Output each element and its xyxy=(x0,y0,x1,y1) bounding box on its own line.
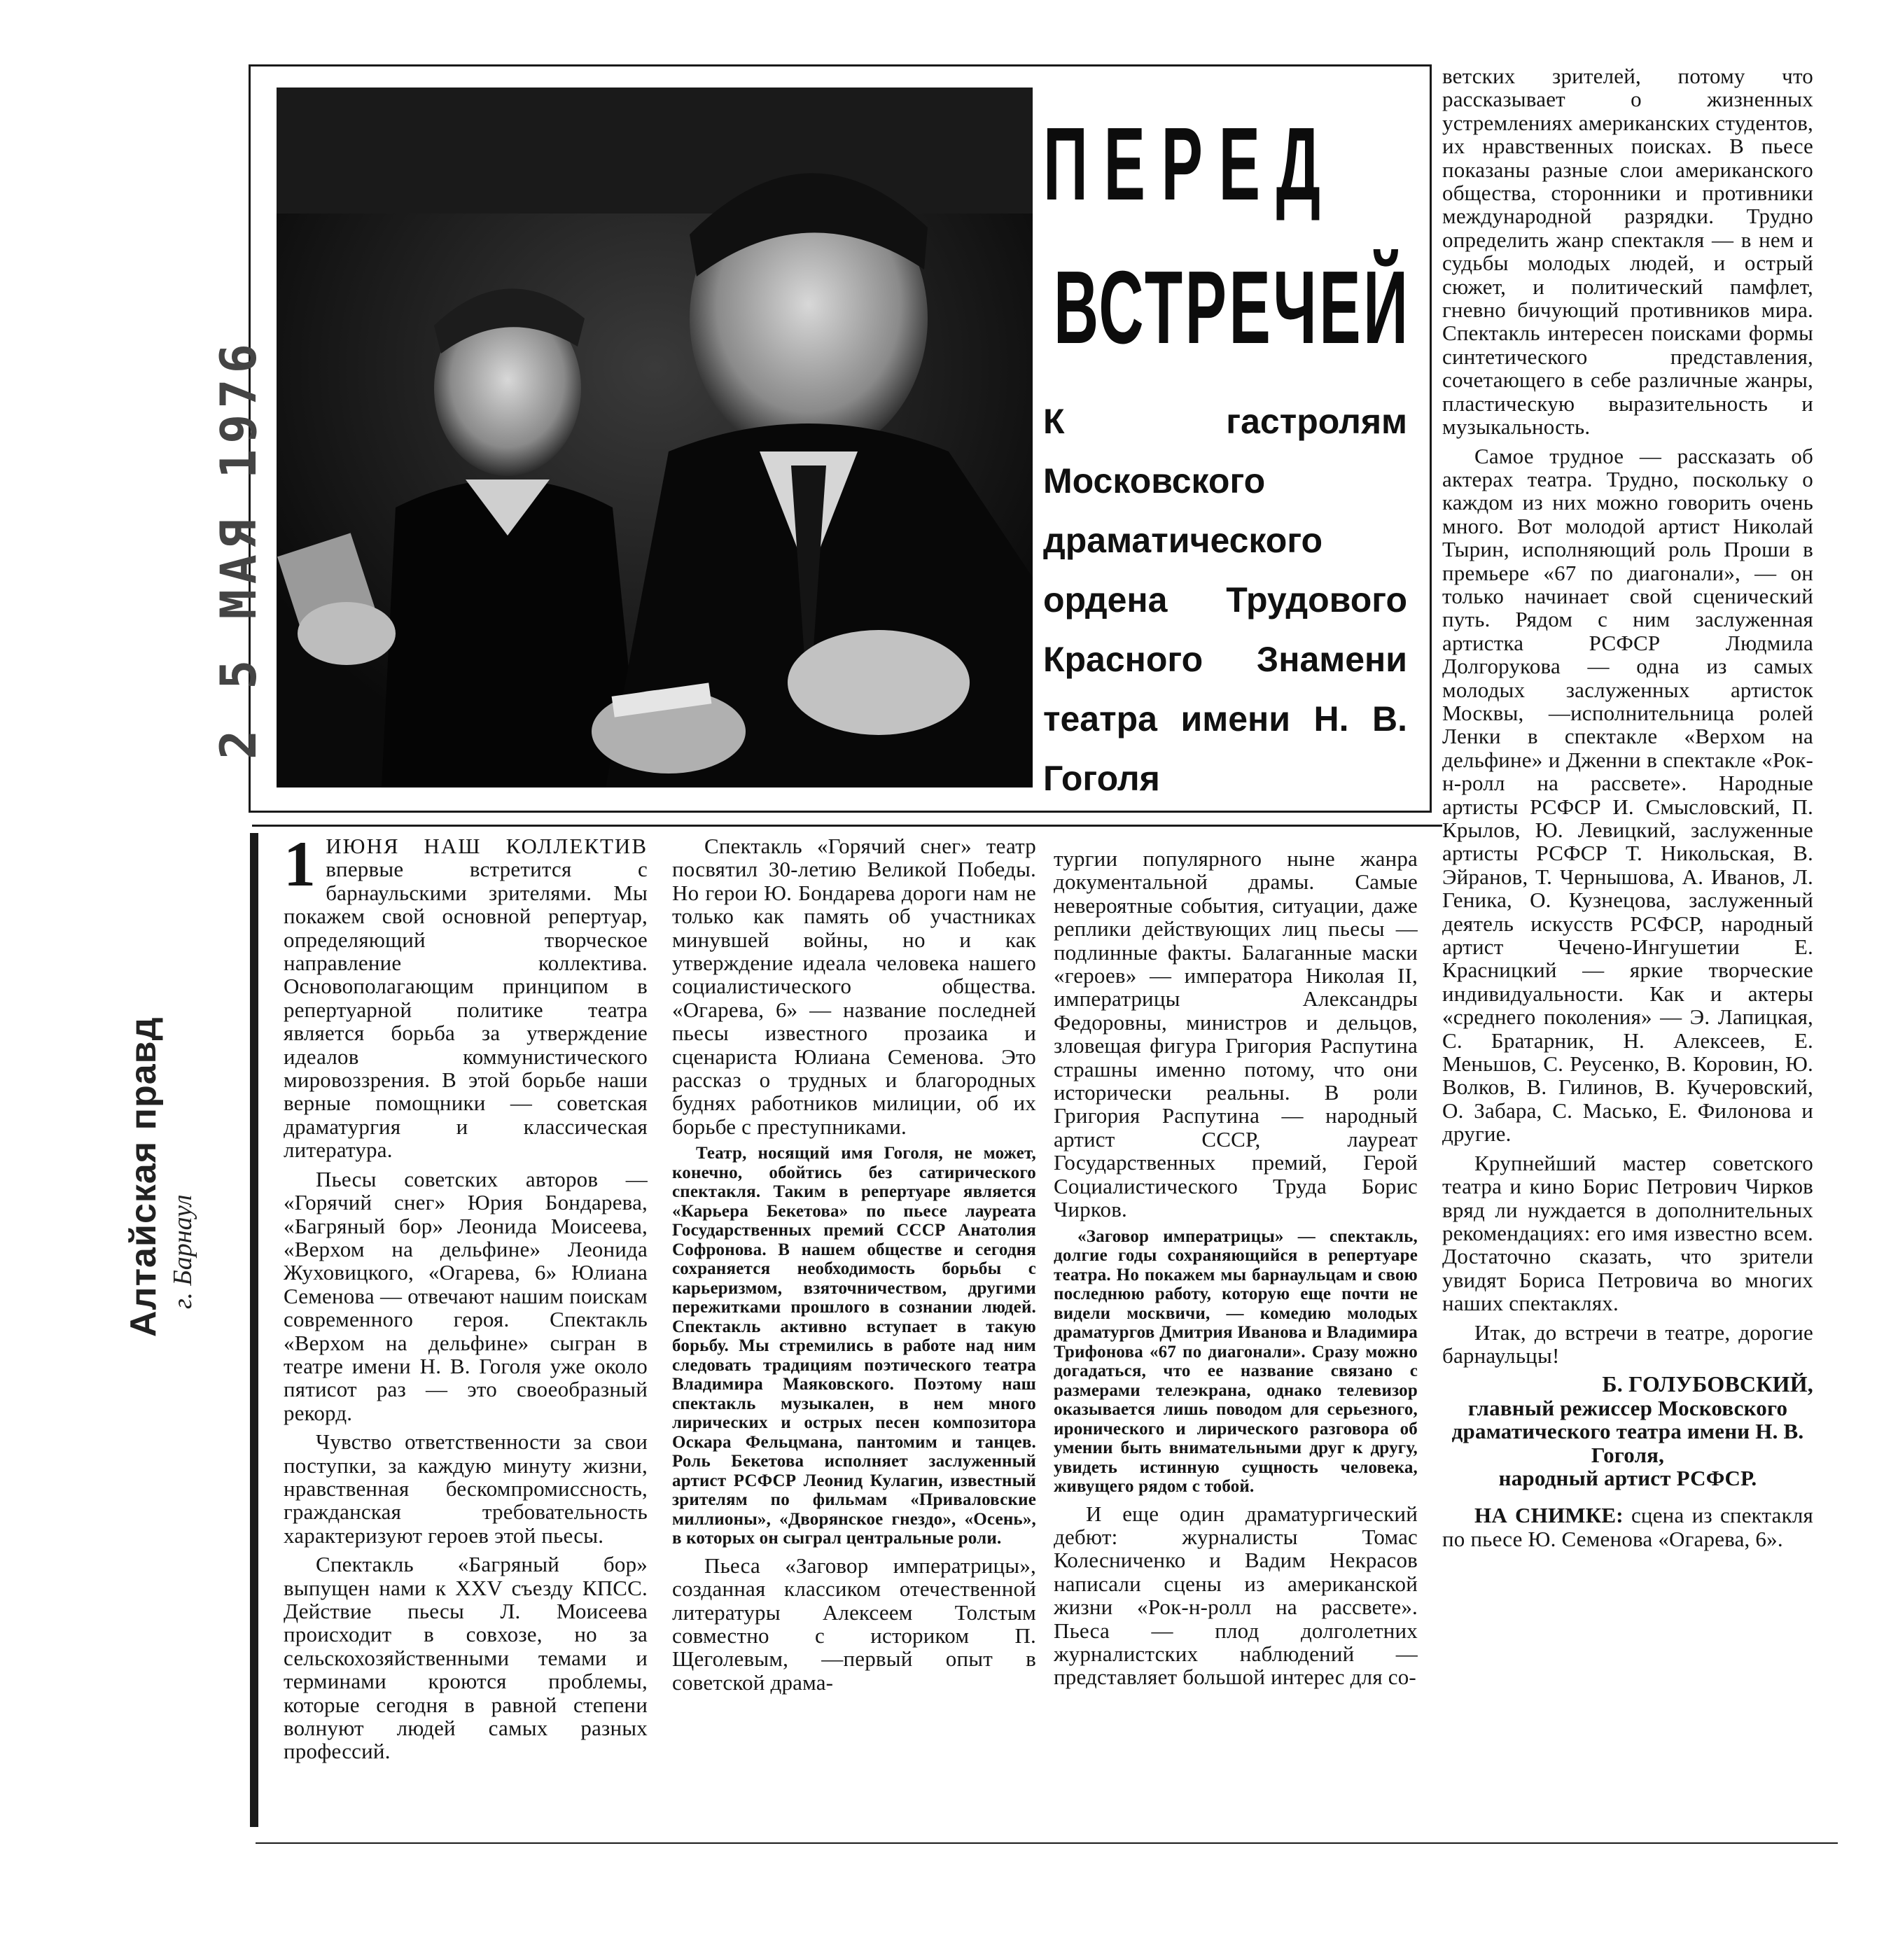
header-underline-rule xyxy=(252,825,1442,827)
col1-p1-text: впервые встретится с барнаульскими зрителями. Мы покажем свой основной репертуар, определяющий творческое направление коллектива. Основополагающим принципом в репертуарной политике театра является борьба за утверждение идеалов коммунистического мировоззрения. В этой борьбе наши верные помощники — советская драматургия и классическая литература. xyxy=(284,857,648,1163)
col4-paragraph-2: Самое трудное — рассказать об актерах театра. Трудно, поскольку о каждом из них можно говорить очень много. Вот молодой артист Николай Тырин, исполняющий роль Проши в премьере «67 по диагонали», — он только начинает свой сценический путь. Рядом с ним заслуженная артистка РСФСР Людмила Долгорукова — одна из самых молодых заслуженных артисток Москвы, —исполнительница ролей Ленки в спектакле «Верхом на дельфине» и Дженни в спектакле «Рок-н-ролл на рассвете». Народные артисты РСФСР И. Смысловский, П. Крылов, Ю. Левицкий, заслуженные артисты РСФСР Т. Никольская, В. Эйранов, Т. Чернышова, А. Иванов, Л. Геника, О. Кузнецова, заслуженный деятель искусств РСФСР, народный артист Чечено-Ингушетии Е. Красницкий — яркие творческие индивидуальности. Как и актеры «среднего поколения» — Э. Лапицкая, С. Братарник, Н. Алексеев, Е. Меньшов, С. Реусенко, В. Коровин, Ю. Волков, В. Гилинов, В. Кучеровский, О. Забара, С. Масько, Е. Филонова и другие. xyxy=(1442,443,1813,1147)
photo-caption xyxy=(1442,1504,1813,1550)
caption-label: НА СНИМКЕ: xyxy=(1474,1503,1624,1528)
col2-paragraph-1: Спектакль «Горячий снег» театр посвятил 30-летию Великой Победы. Но герои Ю. Бондарева дороги нам не только как память об участниках минувшей войны, но и как утверждение идеала человека нашего социалистического общества. «Огарева, 6» — название последней пьесы известного прозаика и сценариста Юлиана Семенова. Это рассказ о трудных и благородных буднях работников милиции, об их борьбе с преступниками. xyxy=(672,834,1036,1139)
article-column-2 xyxy=(672,834,1036,1700)
bottom-rule xyxy=(256,1842,1838,1844)
col3-paragraph-3: И еще один драматургический дебют: журналисты Томас Колесниченко и Вадим Некрасов написали сцены из американской жизни «Рок-н-ролл на рассвете». Пьеса — плод долголетних журналистских наблюдений — представляет большой интерес для со- xyxy=(1054,1501,1418,1690)
col4-paragraph-1: ветских зрителей, потому что рассказывает о жизненных устремлениях американских студентов, их нравственных поисках. В пьесе показаны разные слои американского общества, сторонники и противники международной разрядки. Трудно определить жанр спектакля — в нем и судьбы молодых людей, и острый сюжет, и политический памфлет, гневно бичующий противников мира. Спектакль интересен поисками формы синтетического представления, сочетающего в себе различные жанры, пластическую выразительность и музыкальность. xyxy=(1442,64,1813,440)
frame-top-rule xyxy=(249,64,1432,66)
author-role: главный режиссер Московского драматического театра имени Н. В. Гоголя, xyxy=(1451,1395,1804,1467)
newspaper-source xyxy=(123,1016,198,1337)
col3-paragraph-1: тургии популярного ныне жанра документальной драмы. Самые невероятные события, ситуации, даже реплики действующих лиц пьесы — подлинные факты. Балаганные маски «героев» — императора Николая II, императрицы Александры Федоровны, министров и дельцов, зловещая фигура Григория Распутина страшны именно потому, что они исторически реальны. В роли Григория Распутина — народный артист СССР, лауреат Государственных премий, Герой Социалистического Труда Борис Чирков. xyxy=(1054,846,1418,1222)
left-vertical-rule xyxy=(250,833,258,1827)
col1-paragraph-2: Пьесы советских авторов — «Горячий снег» Юрия Бондарева, «Багряный бор» Леонида Моисеева, «Верхом на дельфине» Леонида Жуховицкого, «Огарева, 6» Юлиана Семенова — отвечают нашим поискам современного героя. Спектакль «Верхом на дельфине» сыгран в театре имени Н. В. Гоголя уже около пятисот раз — это своеобразный рекорд. xyxy=(284,1166,648,1425)
article-column-1 xyxy=(284,828,648,1769)
author-title: народный артист РСФСР. xyxy=(1498,1465,1757,1490)
photo-illustration xyxy=(277,88,1033,788)
lead-caps: ИЮНЯ НАШ КОЛЛЕКТИВ xyxy=(326,834,648,858)
frame-bottom-rule xyxy=(249,811,1432,813)
article-column-3 xyxy=(1054,847,1418,1695)
date-stamp: 2 5 МАЯ 1976 xyxy=(210,338,267,760)
caption-text: сцена из спектакля по пьесе Ю. Семенова «Огарева, 6». xyxy=(1442,1503,1813,1551)
headline-line-2: ВСТРЕЧЕЙ xyxy=(1054,250,1411,365)
drop-cap: 1 xyxy=(284,828,316,899)
article-column-4 xyxy=(1442,64,1813,1556)
author-signature: Б. ГОЛУБОВСКИЙ, xyxy=(1602,1371,1813,1397)
col2-paragraph-3: Пьеса «Заговор императрицы», созданная классиком отечественной литературы Алексеем Толстым совместно с историком П. Щеголевым, —первый опыт в советской драма- xyxy=(672,1553,1036,1695)
col1-paragraph-3: Чувство ответственности за свои поступки, за каждую минуту жизни, нравственная бескомпромиссность, гражданская требовательность характеризуют героев этой пьесы. xyxy=(284,1429,648,1548)
subheadline: К гастролям Московского драматического ордена Трудового Красного Знамени театра имени Н. В. Гоголя xyxy=(1043,402,1407,798)
col4-paragraph-3: Крупнейший мастер советского театра и кино Борис Петрович Чирков вряд ли нуждается в дополнительных рекомендациях: его имя известно всем. Достаточно сказать, что зрители увидят Бориса Петровича во многих наших спектаклях. xyxy=(1442,1150,1813,1316)
col3-paragraph-2: «Заговор императрицы» — спектакль, долгие годы сохраняющийся в репертуаре театра. Но покажем мы барнаульцам и свою последнюю работу, которую еще почти не видели москвичи, — комедию молодых драматургов Дмитрия Иванова и Владимира Трифонова «67 по диагонали». Сразу можно догадаться, что ее название связано с размерами телеэкрана, однако телевизор оказывается лишь поводом для серьезного, иронического и лирического разговора об умении быть внимательными друг к другу, увидеть истинную сущность человека, живущего рядом с тобой. xyxy=(1054,1226,1418,1496)
headline-line-1: ПЕРЕД xyxy=(1043,106,1337,222)
col1-paragraph-1 xyxy=(284,828,648,1163)
frame-right-rule xyxy=(1430,64,1432,812)
col1-paragraph-4: Спектакль «Багряный бор» выпущен нами к XXV съезду КПСС. Действие пьесы Л. Моисеева происходит в совхозе, но за сельскохозяйственными темами и терминами кроются проблемы, которые сегодня в равной степени волнуют людей самых разных профессий. xyxy=(284,1552,648,1764)
col2-paragraph-2: Театр, носящий имя Гоголя, не может, конечно, обойтись без сатирического спектакля. Таким в репертуаре является «Карьера Бекетова» по пьесе лауреата Государственных премий СССР Анатолия Софронова. В нашем обществе и сегодня сохраняется необходимость борьбы с карьеризмом, взяточничеством, другими пережитками прошлого в сознании людей. Спектакль активно вступает в такую борьбу. Мы стремились в работе над ним следовать традициям поэтического театра Владимира Маяковского. Поэтому наш спектакль музыкален, в нем много лирических и острых песен композитора Оскара Фельцмана, пантомим и танцев. Роль Бекетова исполняет заслуженный артист РСФСР Леонид Кулагин, известный зрителям по фильмам «Приваловские миллионы», «Дворянское гнездо», «Осень», в которых он сыграл центральные роли. xyxy=(672,1144,1036,1548)
newspaper-name: Алтайская правд xyxy=(123,1016,164,1337)
col4-paragraph-4: Итак, до встречи в театре, дорогие барнаульцы! xyxy=(1442,1320,1813,1368)
newspaper-city: г. Барнаул xyxy=(168,1194,197,1309)
theatre-scene-photo xyxy=(277,88,1033,788)
